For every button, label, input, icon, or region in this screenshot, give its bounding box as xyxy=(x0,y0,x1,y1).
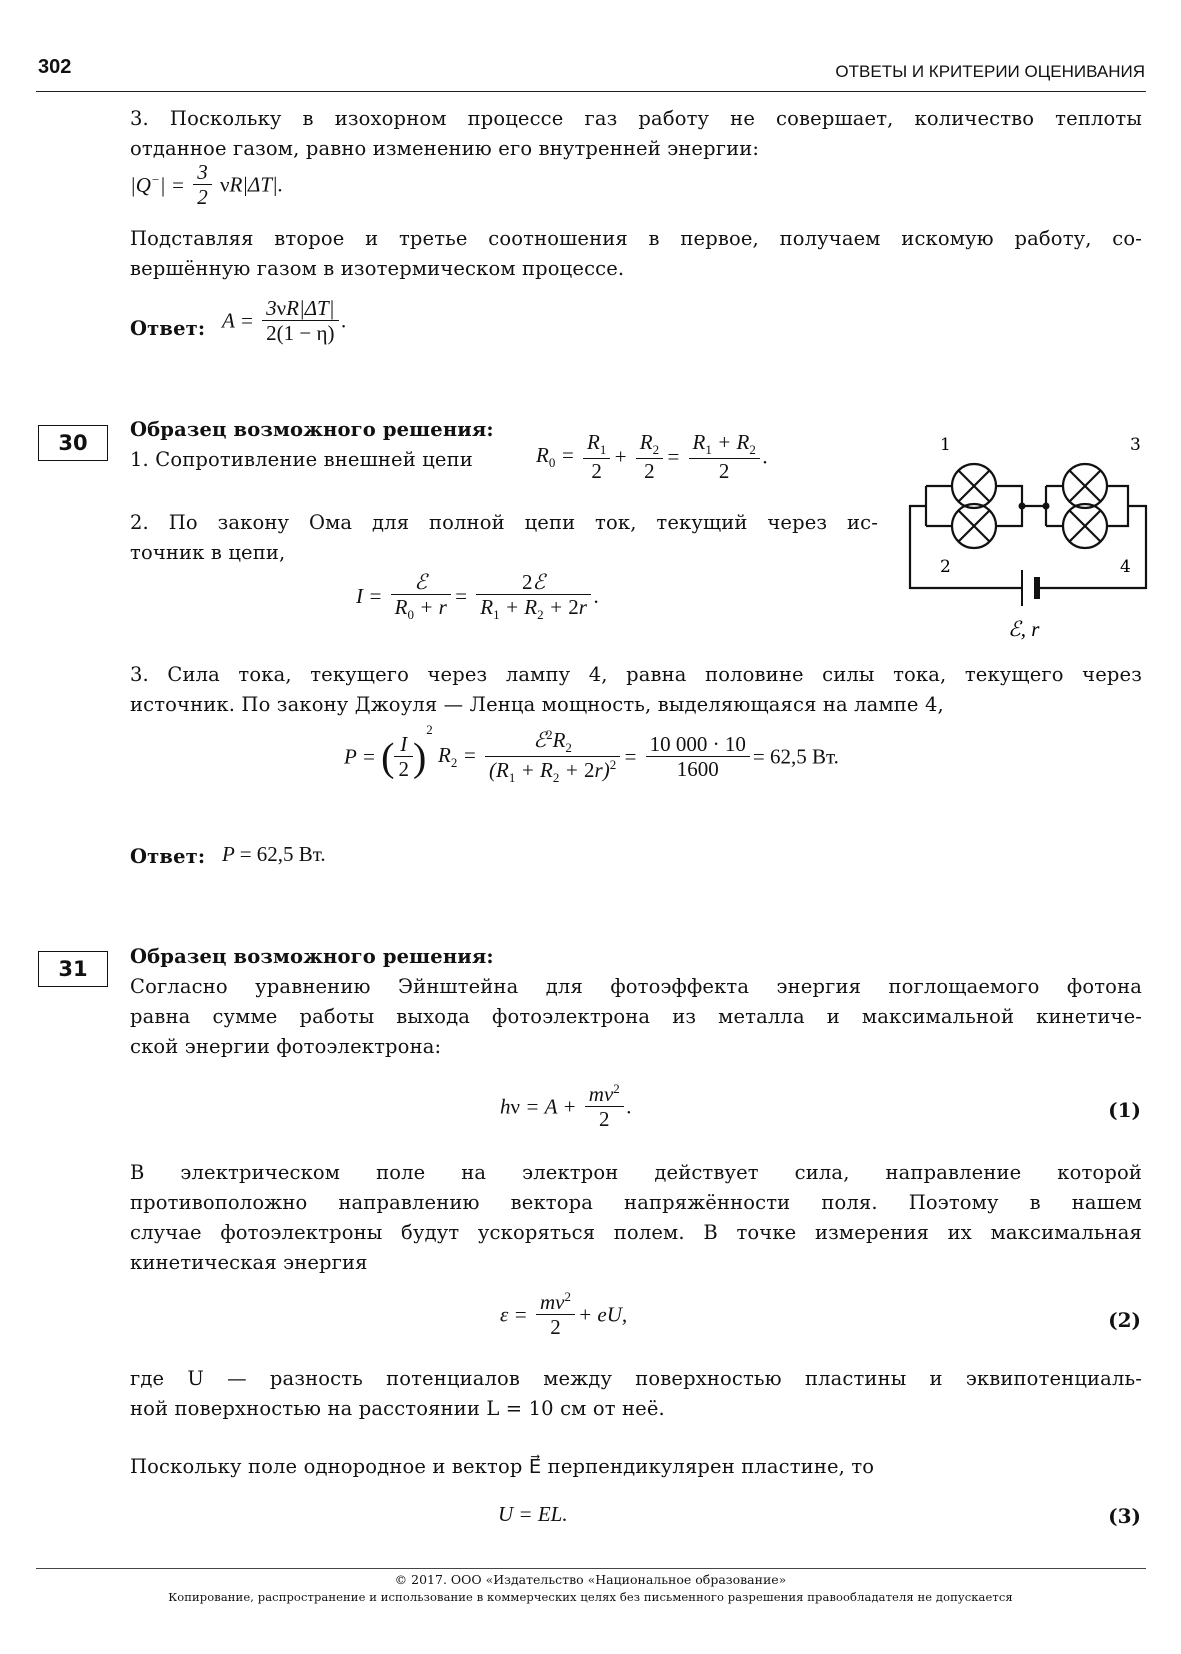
prev-answer-formula: A = $\frac{3\nu R|\Delta T|}{2(1 - \eta)}$ . xyxy=(222,296,347,346)
task31-para3-line1: где U — разность потенциалов между поверхностью пластины и эквипотенциаль- xyxy=(130,1367,1142,1390)
prev-answer-label: Ответ: xyxy=(130,317,206,340)
lamp-3-icon xyxy=(1063,464,1107,508)
task-number-30: 30 xyxy=(38,425,108,461)
header-rule xyxy=(36,91,1146,92)
task30-step3-line1: 3. Сила тока, текущего через лампу 4, равна половине силы тока, текущего через xyxy=(130,663,1142,686)
circuit-diagram xyxy=(896,432,1156,652)
junction-dot xyxy=(1019,503,1026,510)
task31-para2-line4: кинетическая энергия xyxy=(130,1251,368,1274)
footer-rule xyxy=(36,1568,1146,1569)
junction-dot xyxy=(1043,503,1050,510)
source-label: ℰ, r xyxy=(1008,617,1040,641)
lamp-3-label: 3 xyxy=(1130,435,1141,455)
task30-answer-formula: P = 62,5 Вт. xyxy=(222,842,326,866)
lamp-4-icon xyxy=(1063,504,1107,548)
formula-q: |Q−| = $\frac{3}{2}$ νR|ΔT|. xyxy=(130,160,284,210)
prev-subst-line2: вершённую газом в изотермическом процессе. xyxy=(130,257,625,280)
task31-para1-line2: равна сумме работы выхода фотоэлектрона из металла и максимальной кинетиче- xyxy=(130,1005,1142,1028)
task30-step1-text: 1. Сопротивление внешней цепи xyxy=(130,448,473,471)
lamp-1-icon xyxy=(952,464,996,508)
task31-heading: Образец возможного решения: xyxy=(130,945,494,968)
running-title: ОТВЕТЫ И КРИТЕРИИ ОЦЕНИВАНИЯ xyxy=(835,62,1145,81)
task31-para3-line2: ной поверхностью на расстоянии L = 10 см от неё. xyxy=(130,1397,665,1420)
task31-para1-line3: ской энергии фотоэлектрона: xyxy=(130,1035,442,1058)
task30-step2-line1: 2. По закону Ома для полной цепи ток, текущий через ис- xyxy=(130,511,878,534)
task30-step3-formula: P = ( $\frac{I}{2}$ )$^2$ $R_2$ = $\frac{ℰ^2R_2}{(R_1 + R_2 + 2r)^2}$ = $\frac{10 000 \cdot 10}{1600}$ = 62,5 Вт. xyxy=(344,722,839,786)
prev-step3-line1: 3. Поскольку в изохорном процессе газ работу не совершает, количество теплоты xyxy=(130,107,1142,130)
task31-para2-line2: противоположно направлению вектора напряжённости поля. Поэтому в нашем xyxy=(130,1191,1142,1214)
task30-step1-formula: $R_0$ = $\frac{R_1}{2}$ + $\frac{R_2}{2}$ = $\frac{R_1 + R_2}{2}$ . xyxy=(536,430,769,484)
lamp-1-label: 1 xyxy=(940,435,951,455)
task31-eq2: ε = $\frac{mv^2}{2}$ + eU, xyxy=(500,1289,628,1340)
footer-copyright: © 2017. ООО «Издательство «Национальное образование» xyxy=(394,1572,787,1587)
prev-subst-line1: Подставляя второе и третье соотношения в первое, получаем искомую работу, со- xyxy=(130,227,1142,250)
lamp-2-label: 2 xyxy=(940,557,951,577)
task30-heading: Образец возможного решения: xyxy=(130,418,494,441)
eq3-number: (3) xyxy=(1108,1504,1141,1528)
eq2-number: (2) xyxy=(1108,1308,1141,1332)
task31-para4: Поскольку поле однородное и вектор E⃗ перпендикулярен пластине, то xyxy=(130,1455,875,1478)
task-number-31: 31 xyxy=(38,951,108,987)
task31-para1-line1: Согласно уравнению Эйнштейна для фотоэффекта энергия поглощаемого фотона xyxy=(130,975,1142,998)
task31-para2-line3: случае фотоэлектроны будут ускоряться полем. В точке измерения их максимальная xyxy=(130,1221,1142,1244)
prev-step3-line2: отданное газом, равно изменению его внутренней энергии: xyxy=(130,137,760,160)
task30-step2-line2: точник в цепи, xyxy=(130,541,286,564)
task30-step3-line2: источник. По закону Джоуля — Ленца мощность, выделяющаяся на лампе 4, xyxy=(130,693,944,716)
page-number: 302 xyxy=(38,56,72,78)
battery-icon xyxy=(1022,570,1037,606)
task31-eq3: U = EL. xyxy=(498,1502,568,1526)
task30-answer-label: Ответ: xyxy=(130,845,206,868)
lamp-2-icon xyxy=(952,504,996,548)
task31-eq1: hν = A + $\frac{mv^2}{2}$ . xyxy=(500,1081,633,1132)
task31-para2-line1: В электрическом поле на электрон действует сила, направление которой xyxy=(130,1161,1142,1184)
eq1-number: (1) xyxy=(1108,1098,1141,1122)
footer-notice: Копирование, распространение и использование в коммерческих целях без письменного разрешения правообладателя не допускается xyxy=(168,1590,1013,1604)
lamp-4-label: 4 xyxy=(1120,557,1131,577)
task30-step2-formula: I = $\frac{\text{ℰ}}{R_0 + r}$ = $\frac{\text{2ℰ}}{R_1 + R_2 + 2r}$ . xyxy=(356,570,600,623)
